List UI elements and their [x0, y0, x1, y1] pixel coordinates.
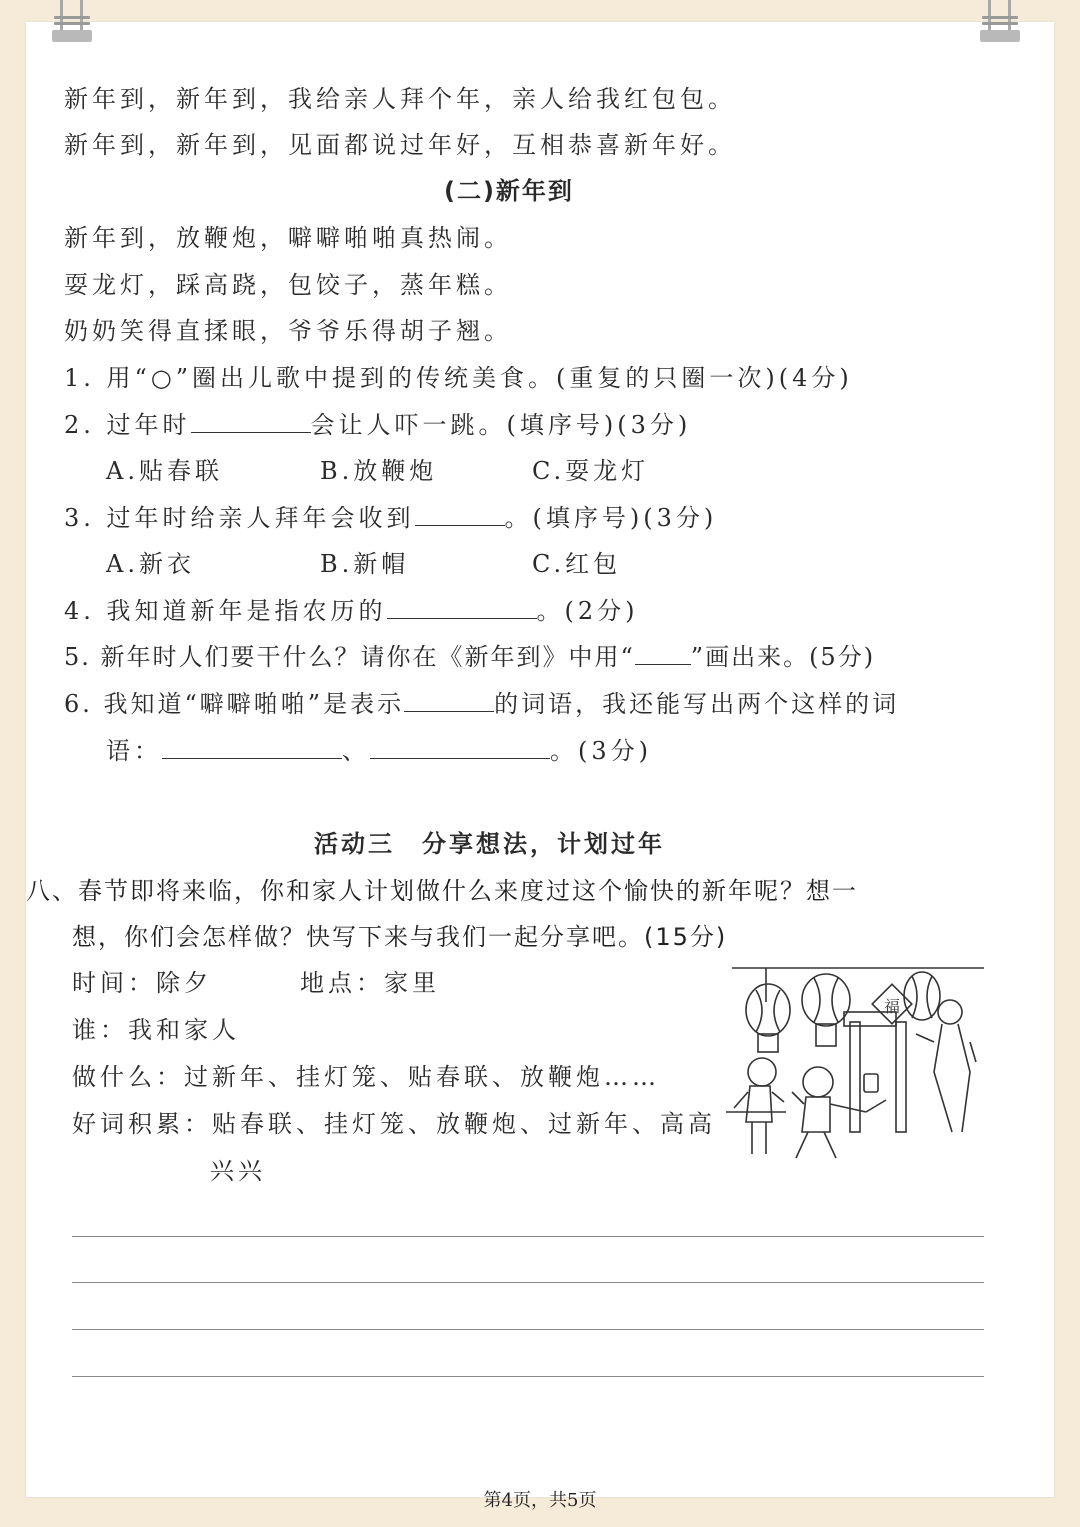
example-place: 地点：家里	[300, 969, 440, 997]
q3-text-post: 。(填序号)(3分)	[504, 504, 718, 532]
q2-option-a: A.贴春联	[106, 457, 223, 485]
binder-clip-right	[980, 0, 1020, 42]
question-6-cont	[106, 736, 652, 766]
writing-line-1[interactable]	[72, 1236, 984, 1237]
q6-text-post: 的词语，我还能写出两个这样的词	[494, 690, 900, 718]
new-year-illustration	[726, 962, 986, 1172]
poem1-line1: 新年到，新年到，我给亲人拜个年，亲人给我红包包。	[64, 85, 736, 113]
binder-clip-left	[52, 0, 92, 42]
activity-title: 活动三 分享想法，计划过年	[314, 830, 665, 858]
q4-text-pre: 4. 我知道新年是指农历的	[64, 597, 387, 625]
question-5	[64, 642, 875, 672]
poem1-line2: 新年到，新年到，见面都说过年好，互相恭喜新年好。	[64, 131, 736, 159]
q6-answer-blank-1[interactable]	[404, 689, 494, 712]
question-6	[64, 689, 899, 719]
example-good-words-cont: 兴兴	[210, 1157, 266, 1185]
question-4	[64, 596, 639, 626]
question-8-line1: 八、春节即将来临，你和家人计划做什么来度过这个愉快的新年呢？想一	[26, 877, 858, 905]
q5-text-post: ”画出来。(5分)	[690, 643, 876, 671]
example-what: 做什么：过新年、挂灯笼、贴春联、放鞭炮……	[72, 1063, 660, 1091]
q3-option-b: B.新帽	[320, 550, 410, 578]
q3-option-c: C.红包	[532, 550, 622, 578]
q2-text-pre: 2. 过年时	[64, 411, 191, 439]
q5-text-pre: 5. 新年时人们要干什么？请你在《新年到》中用“	[64, 643, 635, 671]
q4-text-post: 。(2分)	[536, 597, 639, 625]
q4-answer-blank[interactable]	[387, 596, 537, 619]
q2-option-c: C.耍龙灯	[532, 457, 650, 485]
q6-answer-blank-2[interactable]	[162, 736, 342, 759]
question-3	[64, 503, 717, 533]
poem2-title: (二)新年到	[444, 177, 574, 205]
q6-answer-blank-3[interactable]	[370, 736, 550, 759]
example-who: 谁：我和家人	[72, 1016, 240, 1044]
poem2-line2: 耍龙灯，踩高跷，包饺子，蒸年糕。	[64, 271, 512, 299]
q3-option-a: A.新衣	[106, 550, 195, 578]
fu-sign-text: 福	[883, 997, 901, 1016]
writing-line-4[interactable]	[72, 1376, 984, 1377]
q6-text-pre: 6. 我知道“噼噼啪啪”是表示	[64, 690, 405, 718]
q3-text-pre: 3. 过年时给亲人拜年会收到	[64, 504, 415, 532]
q3-answer-blank[interactable]	[415, 503, 505, 526]
q5-line-sample	[635, 642, 691, 665]
writing-line-2[interactable]	[72, 1282, 984, 1283]
q2-option-b: B.放鞭炮	[320, 457, 438, 485]
writing-line-3[interactable]	[72, 1329, 984, 1330]
q6-end: 。(3分)	[550, 737, 652, 765]
poem2-line1: 新年到，放鞭炮，噼噼啪啪真热闹。	[64, 224, 512, 252]
question-1: 1. 用“○”圈出儿歌中提到的传统美食。(重复的只圈一次)(4分)	[64, 364, 853, 392]
example-good-words: 好词积累：贴春联、挂灯笼、放鞭炮、过新年、高高	[72, 1110, 716, 1138]
question-8-line2: 想，你们会怎样做？快写下来与我们一起分享吧。(15分)	[72, 923, 728, 951]
question-2	[64, 410, 691, 440]
example-time: 时间：除夕	[72, 969, 212, 997]
q6-separator: 、	[342, 737, 370, 765]
page-footer: 第4页，共5页	[483, 1490, 597, 1511]
poem2-line3: 奶奶笑得直揉眼，爷爷乐得胡子翘。	[64, 317, 512, 345]
q2-text-post: 会让人吓一跳。(填序号)(3分)	[310, 411, 692, 439]
q6-line2-pre: 语：	[106, 737, 162, 765]
q2-answer-blank[interactable]	[191, 410, 311, 433]
